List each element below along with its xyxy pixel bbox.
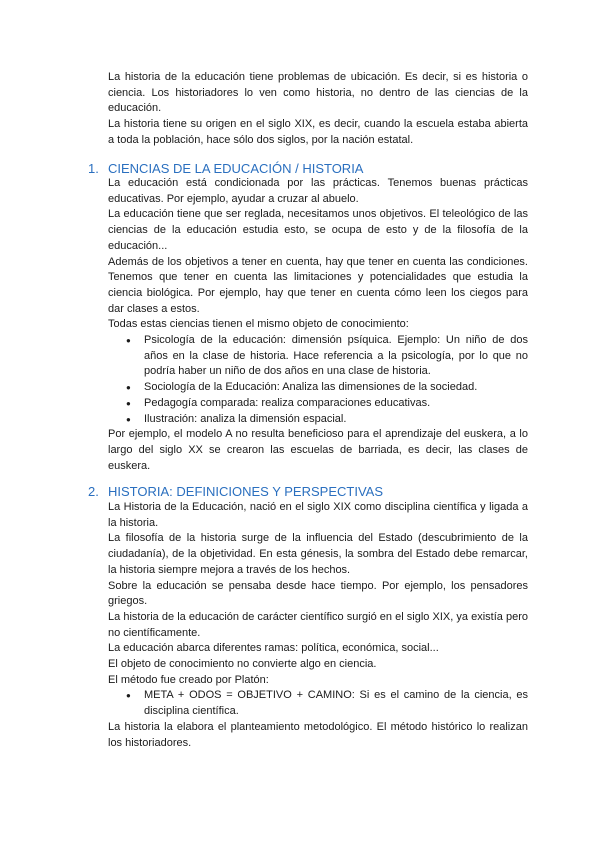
section-2-paragraph-6: El objeto de conocimiento no convierte algo en ciencia.: [108, 658, 377, 671]
section-1-paragraph-4: Todas estas ciencias tienen el mismo objeto de conocimiento:: [108, 318, 409, 331]
section-2-heading: [88, 484, 383, 500]
intro-paragraph-1: La historia de la educación tiene problemas de ubicación. Es decir, si es historia o ciencia. Los historiadores lo ven como historia, no dentro de las ciencias de la educación.: [108, 71, 528, 115]
section-2-paragraph-4: La historia de la educación de carácter científico surgió en el siglo XIX, ya existía pero no científicamente.: [108, 610, 528, 639]
section-2-bullet-list: [108, 688, 528, 719]
section-2-bullet-1: ● META + ODOS = OBJETIVO + CAMINO: Si es el camino de la ciencia, es disciplina científica.: [108, 688, 528, 719]
section-1-heading: [88, 161, 363, 177]
section-1-closing: Por ejemplo, el modelo A no resulta beneficioso para el aprendizaje del euskera, a lo largo del siglo XX se crearon las escuelas de barriada, es decir, las clases de euskera.: [108, 428, 528, 472]
section-2-paragraph-5: La educación abarca diferentes ramas: política, económica, social...: [108, 642, 439, 655]
section-1-paragraph-1: La educación está condicionada por las prácticas. Tenemos buenas prácticas educativas. Por ejemplo, ayudar a cruzar al abuelo.: [108, 177, 528, 205]
section-2-paragraph-1: La Historia de la Educación, nació en el siglo XIX como disciplina científica y ligada a la historia.: [108, 501, 528, 529]
section-2-paragraph-3: Sobre la educación se pensaba desde hace tiempo. Por ejemplo, los pensadores griegos.: [108, 579, 528, 608]
section-2-title: HISTORIA: DEFINICIONES Y PERSPECTIVAS: [108, 484, 383, 499]
section-2-closing: La historia la elabora el planteamiento metodológico. El método histórico lo realizan los historiadores.: [108, 720, 528, 749]
section-1-bullet-list: [108, 333, 528, 427]
section-2-paragraph-2: La filosofía de la historia surge de la influencia del Estado (descubrimiento de la ciudadanía), de la objetividad. En esta génesis, la sombra del Estado debe remarcar, la historia siempre mejora a través de los hechos.: [108, 532, 528, 576]
section-1-bullet-3: ● Pedagogía comparada: realiza comparaciones educativas.: [108, 396, 528, 412]
section-1-paragraph-3: Además de los objetivos a tener en cuenta, hay que tener en cuenta las condiciones. Tenemos que tener en cuenta las limitaciones y potencialidades que estudia la ciencia biológica. Por ejemplo, hay que tener en cuenta cómo leen los ciegos para dar clases a estos.: [108, 255, 528, 315]
section-1-title: CIENCIAS DE LA EDUCACIÓN / HISTORIA: [108, 161, 364, 176]
section-1-number: 1.: [88, 161, 99, 176]
section-2-body: [108, 500, 528, 751]
section-2-number: 2.: [88, 484, 99, 499]
section-1-bullet-2: ● Sociología de la Educación: Analiza las dimensiones de la sociedad.: [108, 380, 528, 396]
intro-paragraph-2: La historia tiene su origen en el siglo XIX, es decir, cuando la escuela estaba abierta a toda la población, hace sólo dos siglos, por la nación estatal.: [108, 118, 528, 146]
section-1-body: [108, 176, 528, 474]
section-1-paragraph-2: La educación tiene que ser reglada, necesitamos unos objetivos. El teleológico de las ciencias de la educación estudia esto, se ocupa de esto y de la filosofía de la educación...: [108, 208, 528, 252]
section-1-bullet-1: ● Psicología de la educación: dimensión psíquica. Ejemplo: Un niño de dos años en la clase de historia. Hace referencia a la psicología, por lo que no podría haber un niño de dos años en una clase de historia.: [108, 333, 528, 380]
section-2-paragraph-7: El método fue creado por Platón:: [108, 673, 269, 686]
intro-block: [108, 70, 528, 149]
section-1-bullet-4: ● Ilustración: analiza la dimensión espacial.: [108, 412, 528, 428]
